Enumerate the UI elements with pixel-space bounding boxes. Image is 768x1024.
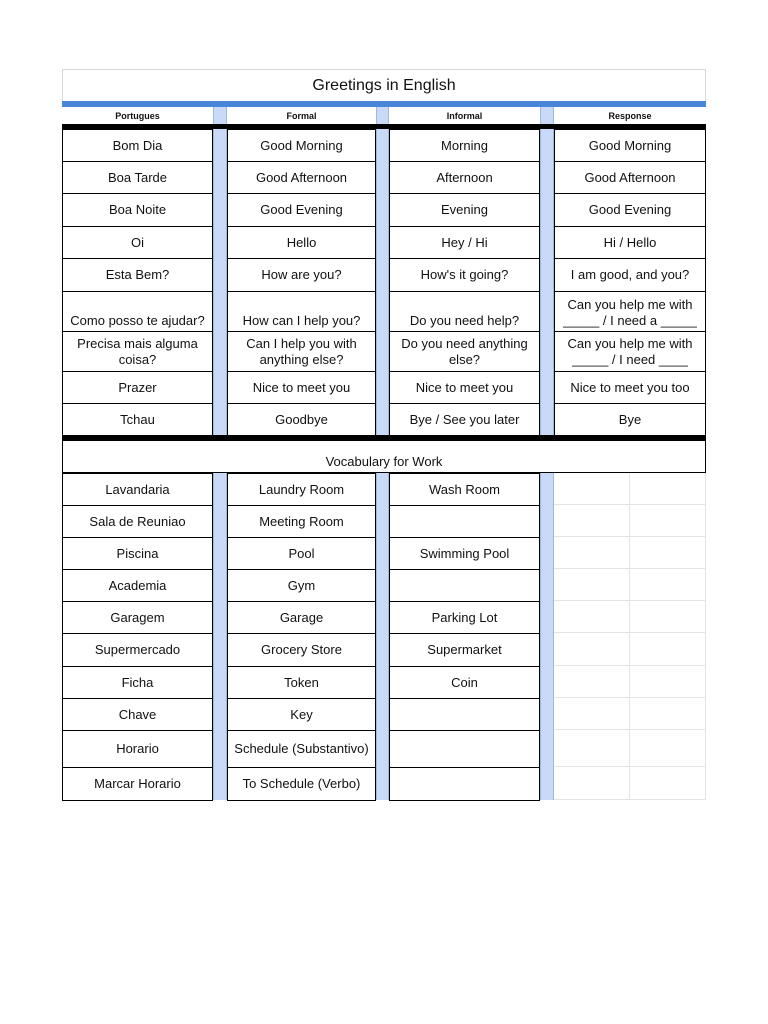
greeting-cell-informal: Nice to meet you <box>389 371 540 404</box>
greeting-cell-informal: Do you need anything else? <box>389 331 540 372</box>
vocab-cell-informal: Wash Room <box>389 473 540 506</box>
vocab-cell-pt: Marcar Horario <box>62 767 213 801</box>
column-separator <box>213 473 227 800</box>
vocab-cell-informal: Supermarket <box>389 633 540 667</box>
empty-grid-cell <box>554 730 630 767</box>
sheet-title: Greetings in English <box>62 69 706 102</box>
header-informal: Informal <box>446 110 483 121</box>
empty-grid-cell <box>554 601 630 633</box>
empty-grid-cell <box>630 767 706 800</box>
greeting-cell-informal: Hey / Hi <box>389 226 540 259</box>
greeting-cell-informal: Afternoon <box>389 161 540 194</box>
greeting-cell-pt: Boa Noite <box>62 193 213 227</box>
empty-grid-cell <box>630 633 706 666</box>
empty-grid-cell <box>554 537 630 569</box>
empty-grid-cell <box>554 767 630 800</box>
vocab-cell-formal: To Schedule (Verbo) <box>227 767 376 801</box>
column-separator <box>540 107 554 436</box>
empty-grid-cell <box>630 730 706 767</box>
vocab-cell-pt: Horario <box>62 730 213 768</box>
vocab-cell-informal: Swimming Pool <box>389 537 540 570</box>
empty-grid-cell <box>554 698 630 730</box>
vocab-cell-formal: Key <box>227 698 376 731</box>
vocab-cell-pt: Chave <box>62 698 213 731</box>
greeting-cell-pt: Prazer <box>62 371 213 404</box>
column-separator <box>376 107 389 436</box>
header-portugues: Portugues <box>115 110 160 121</box>
greeting-cell-pt: Oi <box>62 226 213 259</box>
empty-grid-cell <box>630 537 706 569</box>
greeting-cell-response: Hi / Hello <box>554 226 706 259</box>
empty-grid-cell <box>630 473 706 505</box>
empty-grid-cell <box>554 473 630 505</box>
vocab-cell-formal: Laundry Room <box>227 473 376 506</box>
column-separator <box>540 473 554 800</box>
greeting-cell-informal: Evening <box>389 193 540 227</box>
greeting-cell-formal: Nice to meet you <box>227 371 376 404</box>
greeting-cell-formal: How can I help you? <box>227 291 376 332</box>
vocab-cell-pt: Piscina <box>62 537 213 570</box>
greeting-cell-pt: Como posso te ajudar? <box>62 291 213 332</box>
greeting-cell-formal: Can I help you with anything else? <box>227 331 376 372</box>
vocab-cell-formal: Schedule (Substantivo) <box>227 730 376 768</box>
vocab-section-title: Vocabulary for Work <box>62 440 706 473</box>
column-separator <box>376 473 389 800</box>
greeting-cell-pt: Precisa mais alguma coisa? <box>62 331 213 372</box>
greeting-cell-pt: Boa Tarde <box>62 161 213 194</box>
vocab-cell-pt: Academia <box>62 569 213 602</box>
header-formal: Formal <box>286 110 317 121</box>
greeting-cell-informal: Do you need help? <box>389 291 540 332</box>
vocab-cell-formal: Grocery Store <box>227 633 376 667</box>
vocab-cell-informal: Coin <box>389 666 540 699</box>
greeting-cell-response: Good Morning <box>554 129 706 162</box>
empty-grid-cell <box>554 633 630 666</box>
vocab-cell-informal <box>389 569 540 602</box>
greeting-cell-formal: Good Evening <box>227 193 376 227</box>
greeting-cell-response: Can you help me with _____ / I need ____ <box>554 331 706 372</box>
greeting-cell-informal: Morning <box>389 129 540 162</box>
greeting-cell-formal: Hello <box>227 226 376 259</box>
greeting-cell-formal: Good Afternoon <box>227 161 376 194</box>
vocab-cell-formal: Pool <box>227 537 376 570</box>
vocab-cell-informal <box>389 698 540 731</box>
greeting-cell-formal: Goodbye <box>227 403 376 437</box>
empty-grid-cell <box>630 601 706 633</box>
greeting-cell-response: Good Afternoon <box>554 161 706 194</box>
column-separator <box>213 107 227 436</box>
empty-grid-cell <box>630 698 706 730</box>
vocab-cell-formal: Gym <box>227 569 376 602</box>
vocab-cell-formal: Meeting Room <box>227 505 376 538</box>
greeting-cell-response: Good Evening <box>554 193 706 227</box>
greeting-cell-pt: Tchau <box>62 403 213 437</box>
greeting-cell-informal: How's it going? <box>389 258 540 292</box>
greeting-cell-informal: Bye / See you later <box>389 403 540 437</box>
empty-grid-cell <box>554 666 630 698</box>
vocab-cell-pt: Garagem <box>62 601 213 634</box>
empty-grid-cell <box>630 505 706 537</box>
empty-grid-cell <box>630 666 706 698</box>
greeting-cell-response: I am good, and you? <box>554 258 706 292</box>
greeting-cell-response: Nice to meet you too <box>554 371 706 404</box>
greeting-cell-response: Can you help me with _____ / I need a _____ <box>554 291 706 332</box>
greeting-cell-formal: How are you? <box>227 258 376 292</box>
vocab-cell-formal: Garage <box>227 601 376 634</box>
empty-grid-cell <box>554 569 630 601</box>
vocab-cell-pt: Lavandaria <box>62 473 213 506</box>
vocab-cell-pt: Supermercado <box>62 633 213 667</box>
greeting-cell-formal: Good Morning <box>227 129 376 162</box>
vocab-cell-pt: Ficha <box>62 666 213 699</box>
header-response: Response <box>608 110 652 121</box>
vocab-cell-informal <box>389 730 540 768</box>
empty-grid-cell <box>554 505 630 537</box>
empty-grid-cell <box>630 569 706 601</box>
vocab-cell-formal: Token <box>227 666 376 699</box>
vocab-cell-pt: Sala de Reuniao <box>62 505 213 538</box>
greeting-cell-pt: Bom Dia <box>62 129 213 162</box>
vocab-cell-informal: Parking Lot <box>389 601 540 634</box>
vocab-cell-informal <box>389 767 540 801</box>
greeting-cell-pt: Esta Bem? <box>62 258 213 292</box>
greeting-cell-response: Bye <box>554 403 706 437</box>
vocab-cell-informal <box>389 505 540 538</box>
